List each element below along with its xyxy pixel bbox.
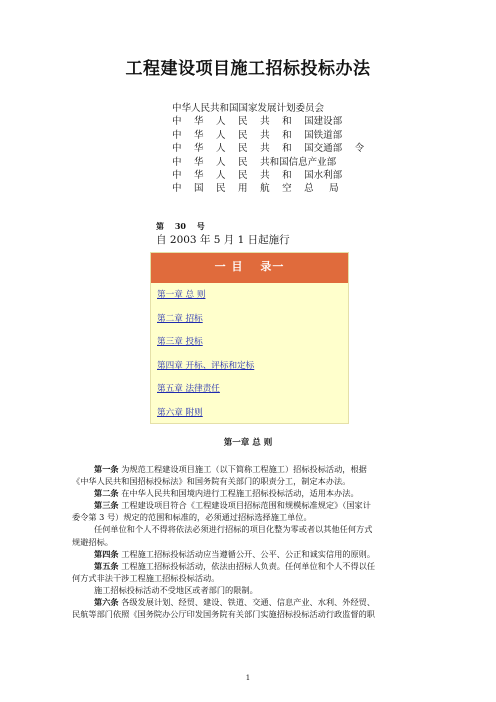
- article-number: 第二条: [94, 488, 119, 499]
- paragraph: [72, 523, 428, 547]
- line-text: 为规范工程建设项目施工（以下简称工程施工）招标投标活动，根据: [121, 464, 367, 474]
- issuer-line: 中华人民共和国国家发展计划委员会: [172, 103, 325, 114]
- toc-link-chapter-5[interactable]: 第五章 法律责任: [157, 384, 220, 395]
- line-text: 何方式非法干涉工程施工招标投标活动。: [72, 572, 220, 583]
- issuer-line: 中 华 人 民 共 和 国水利部: [172, 170, 343, 182]
- issuer-line: 中 华 人 民 共 和 国交通部 令: [172, 143, 365, 155]
- issuing-authorities: [172, 102, 364, 196]
- decree-line: [150, 210, 290, 247]
- text-line: [72, 548, 428, 560]
- line-text: 民航等部门依照《国务院办公厅印发国务院有关部门实施招标投标活动行政监督的职: [72, 609, 375, 620]
- line-text: 规避招标。: [72, 536, 113, 547]
- text-line: [72, 523, 428, 535]
- article-paragraph: [72, 499, 428, 523]
- article-number: 第三条: [94, 500, 119, 511]
- line-text: 《中华人民共和国招标投标法》和国务院有关部门的职责分工，制定本办法。: [72, 476, 351, 487]
- article-paragraph: [72, 463, 428, 487]
- line-text: 工程施工招标投标活动应当遵循公开、公平、公正和诚实信用的原则。: [121, 548, 376, 559]
- text-line: [72, 596, 428, 608]
- effective-date: 自 2003 年 5 月 1 日起施行: [156, 234, 290, 246]
- issuer-line: 中 华 人 民 共 和 国铁道部: [172, 129, 343, 141]
- issuer-line: 中 华 人 民 共和国信息产业部: [172, 156, 337, 168]
- text-line: [72, 536, 428, 548]
- paragraph: [72, 584, 428, 596]
- text-line: [72, 499, 428, 511]
- body-text: [72, 463, 428, 620]
- issuer-line: 中 华 人 民 共 和 国建设部: [172, 116, 343, 128]
- chapter-heading: 第一章 总 则: [223, 438, 273, 448]
- line-text: 各级发展计划、经贸、建设、铁道、交通、信息产业、水利、外经贸、: [121, 597, 376, 608]
- page-number: 1: [245, 674, 251, 682]
- toc-link-chapter-2[interactable]: 第二章 招标: [157, 313, 203, 324]
- toc-link-chapter-4[interactable]: 第四章 开标、评标和定标: [157, 360, 255, 371]
- article-paragraph: [72, 548, 428, 560]
- article-number: 第六条: [94, 597, 119, 608]
- text-line: [72, 572, 428, 584]
- text-line: [72, 463, 428, 475]
- text-line: [72, 487, 428, 499]
- text-line: [72, 475, 428, 487]
- toc-list: [151, 283, 348, 429]
- document-title: 工程建设项目施工招标投标办法: [125, 59, 371, 79]
- line-text: 施工招标投标活动不受地区或者部门的限制。: [94, 584, 258, 595]
- line-text: 工程建设项目符合《工程建设项目招标范围和规模标准规定》（国家计: [121, 500, 371, 511]
- article-number: 第一条: [94, 464, 119, 474]
- toc-link-chapter-3[interactable]: 第三章 投标: [157, 337, 203, 348]
- toc-header: 一 目 录一: [151, 253, 348, 283]
- issuer-line: 中 国 民 用 航 空 总 局: [172, 183, 339, 195]
- line-text: 在中华人民共和国境内进行工程施工招标投标活动，适用本办法。: [121, 488, 359, 499]
- decree-number: 第 30 号: [156, 221, 205, 231]
- toc-link-chapter-6[interactable]: 第六章 附则: [157, 407, 203, 418]
- text-line: [72, 511, 428, 523]
- article-number: 第五条: [94, 560, 119, 571]
- text-line: [72, 584, 428, 596]
- line-text: 委令第 3 号）规定的范围和标准的，必须通过招标选择施工单位。: [72, 512, 312, 523]
- article-number: 第四条: [94, 548, 119, 559]
- article-paragraph: [72, 487, 428, 499]
- article-paragraph: [72, 560, 428, 584]
- text-line: [72, 608, 428, 620]
- article-paragraph: [72, 596, 428, 620]
- toc-link-chapter-1[interactable]: 第一章 总 则: [157, 290, 206, 300]
- text-line: [72, 560, 428, 572]
- table-of-contents: [150, 252, 349, 424]
- line-text: 工程施工招标投标活动，依法由招标人负责。任何单位和个人不得以任: [121, 560, 376, 571]
- line-text: 任何单位和个人不得将依法必须进行招标的项目化整为零或者以其他任何方式: [94, 524, 373, 535]
